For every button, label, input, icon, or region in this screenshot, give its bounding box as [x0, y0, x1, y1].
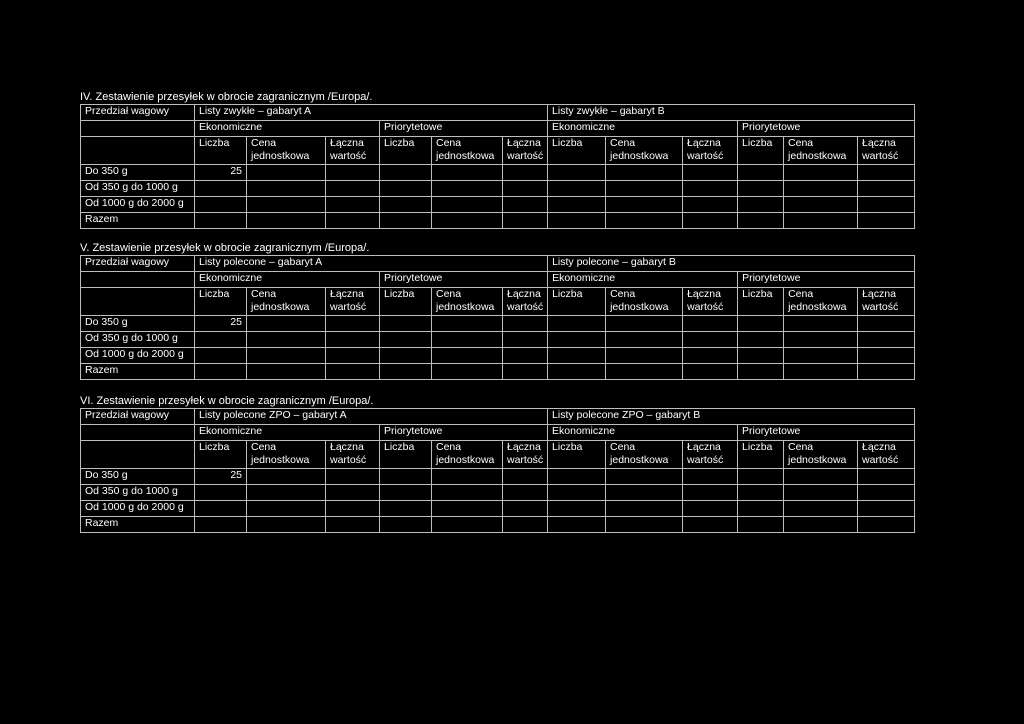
empty-cell	[81, 137, 195, 165]
unit-price-header: Cena jednostkowa	[606, 288, 683, 316]
weight-range-label: Do 350 g	[81, 469, 195, 485]
count-header: Liczba	[548, 137, 606, 165]
unit-price-header: Cena jednostkowa	[432, 441, 503, 469]
priority-header: Priorytetowe	[738, 425, 915, 441]
total-value-header: Łączna wartość	[858, 137, 915, 165]
unit-price-header: Cena jednostkowa	[606, 137, 683, 165]
economy-header: Ekonomiczne	[548, 425, 738, 441]
priority-header: Priorytetowe	[380, 272, 548, 288]
empty-cell	[81, 441, 195, 469]
total-value-header: Łączna wartość	[503, 441, 548, 469]
section-title: IV. Zestawienie przesyłek w obrocie zagranicznym /Europa/.	[80, 91, 373, 103]
count-value	[195, 213, 247, 229]
weight-range-label: Od 350 g do 1000 g	[81, 181, 195, 197]
summary-table	[80, 255, 915, 380]
count-value	[195, 197, 247, 213]
economy-header: Ekonomiczne	[195, 121, 380, 137]
section-v	[80, 241, 914, 380]
priority-header: Priorytetowe	[738, 272, 915, 288]
count-header: Liczba	[738, 441, 784, 469]
unit-price-header: Cena jednostkowa	[784, 288, 858, 316]
weight-range-label: Do 350 g	[81, 316, 195, 332]
total-value-header: Łączna wartość	[858, 441, 915, 469]
empty-cell	[81, 288, 195, 316]
priority-header: Priorytetowe	[380, 425, 548, 441]
unit-price-header: Cena jednostkowa	[247, 137, 326, 165]
count-header: Liczba	[195, 137, 247, 165]
table-row	[81, 364, 915, 380]
economy-header: Ekonomiczne	[195, 425, 380, 441]
group-b-header: Listy zwykłe – gabaryt B	[548, 105, 915, 121]
count-value	[195, 348, 247, 364]
table-row	[81, 316, 915, 332]
economy-header: Ekonomiczne	[548, 272, 738, 288]
weight-range-label: Razem	[81, 517, 195, 533]
empty-cell	[81, 425, 195, 441]
weight-range-header: Przedział wagowy	[81, 256, 195, 272]
unit-price-header: Cena jednostkowa	[784, 441, 858, 469]
count-value: 25	[195, 316, 247, 332]
section-vi	[80, 394, 914, 533]
count-value	[195, 517, 247, 533]
weight-range-label: Od 1000 g do 2000 g	[81, 197, 195, 213]
group-a-header: Listy polecone ZPO – gabaryt A	[195, 409, 548, 425]
weight-range-header: Przedział wagowy	[81, 105, 195, 121]
unit-price-header: Cena jednostkowa	[432, 288, 503, 316]
table-row	[81, 165, 915, 181]
count-value	[195, 181, 247, 197]
group-b-header: Listy polecone – gabaryt B	[548, 256, 915, 272]
count-value	[195, 501, 247, 517]
total-value-header: Łączna wartość	[326, 288, 380, 316]
weight-range-label: Od 350 g do 1000 g	[81, 485, 195, 501]
priority-header: Priorytetowe	[380, 121, 548, 137]
weight-range-label: Razem	[81, 213, 195, 229]
count-header: Liczba	[380, 288, 432, 316]
count-value: 25	[195, 165, 247, 181]
total-value-header: Łączna wartość	[503, 288, 548, 316]
summary-table	[80, 104, 915, 229]
table-row	[81, 517, 915, 533]
summary-table	[80, 408, 915, 533]
economy-header: Ekonomiczne	[548, 121, 738, 137]
empty-cell	[81, 121, 195, 137]
empty-cell	[81, 272, 195, 288]
table-row	[81, 213, 915, 229]
count-value	[195, 485, 247, 501]
unit-price-header: Cena jednostkowa	[784, 137, 858, 165]
unit-price-header: Cena jednostkowa	[247, 441, 326, 469]
weight-range-label: Od 1000 g do 2000 g	[81, 348, 195, 364]
total-value-header: Łączna wartość	[326, 137, 380, 165]
total-value-header: Łączna wartość	[858, 288, 915, 316]
total-value-header: Łączna wartość	[683, 441, 738, 469]
total-value-header: Łączna wartość	[326, 441, 380, 469]
section-title: VI. Zestawienie przesyłek w obrocie zagranicznym /Europa/.	[80, 395, 374, 407]
group-a-header: Listy zwykłe – gabaryt A	[195, 105, 548, 121]
count-value	[195, 332, 247, 348]
total-value-header: Łączna wartość	[683, 137, 738, 165]
table-row	[81, 348, 915, 364]
count-header: Liczba	[548, 288, 606, 316]
group-b-header: Listy polecone ZPO – gabaryt B	[548, 409, 915, 425]
section-title: V. Zestawienie przesyłek w obrocie zagranicznym /Europa/.	[80, 242, 370, 254]
count-header: Liczba	[380, 137, 432, 165]
weight-range-header: Przedział wagowy	[81, 409, 195, 425]
table-row	[81, 197, 915, 213]
weight-range-label: Od 1000 g do 2000 g	[81, 501, 195, 517]
weight-range-label: Razem	[81, 364, 195, 380]
table-row	[81, 332, 915, 348]
table-row	[81, 469, 915, 485]
weight-range-label: Do 350 g	[81, 165, 195, 181]
priority-header: Priorytetowe	[738, 121, 915, 137]
total-value-header: Łączna wartość	[683, 288, 738, 316]
count-value	[195, 364, 247, 380]
table-row	[81, 501, 915, 517]
count-header: Liczba	[548, 441, 606, 469]
count-value: 25	[195, 469, 247, 485]
unit-price-header: Cena jednostkowa	[432, 137, 503, 165]
group-a-header: Listy polecone – gabaryt A	[195, 256, 548, 272]
table-row	[81, 181, 915, 197]
weight-range-label: Od 350 g do 1000 g	[81, 332, 195, 348]
economy-header: Ekonomiczne	[195, 272, 380, 288]
count-header: Liczba	[380, 441, 432, 469]
total-value-header: Łączna wartość	[503, 137, 548, 165]
count-header: Liczba	[195, 288, 247, 316]
count-header: Liczba	[738, 137, 784, 165]
count-header: Liczba	[738, 288, 784, 316]
unit-price-header: Cena jednostkowa	[247, 288, 326, 316]
count-header: Liczba	[195, 441, 247, 469]
unit-price-header: Cena jednostkowa	[606, 441, 683, 469]
section-iv	[80, 90, 914, 229]
table-row	[81, 485, 915, 501]
